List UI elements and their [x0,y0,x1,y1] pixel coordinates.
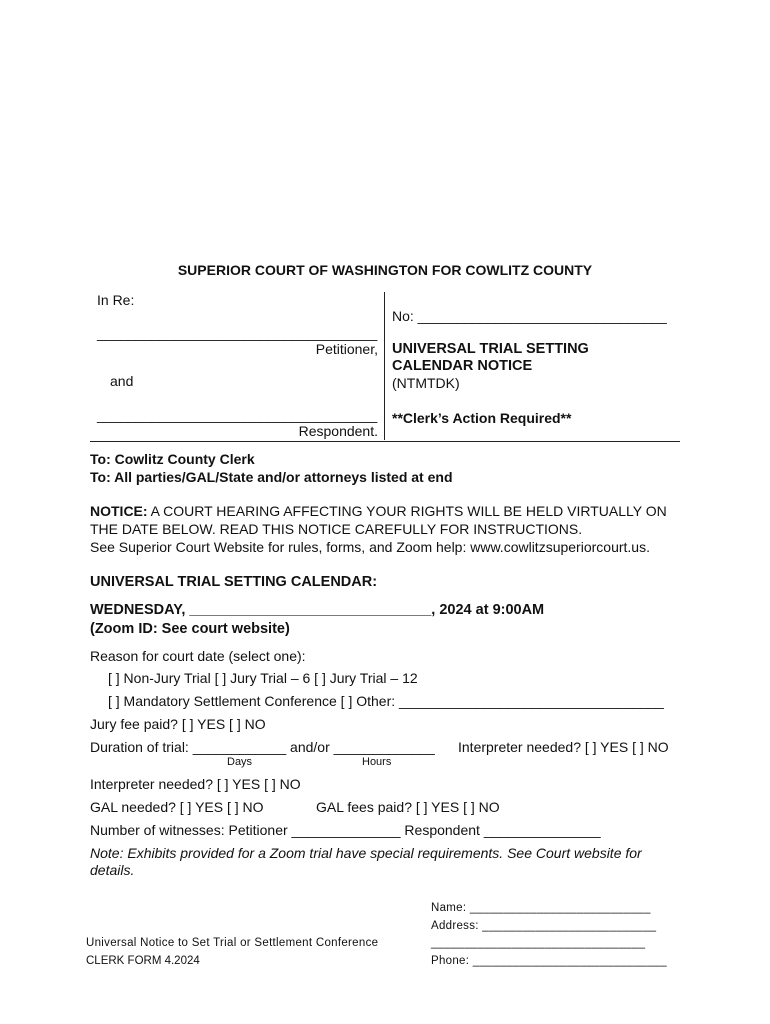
to-clerk: To: Cowlitz County Clerk [90,451,255,467]
interpreter-needed-right: Interpreter needed? [ ] YES [ ] NO [458,739,669,755]
notice-text: A COURT HEARING AFFECTING YOUR RIGHTS WILL BE HELD VIRTUALLY ON [147,503,667,519]
form-title-footer: Universal Notice to Set Trial or Settlement Conference [86,937,379,949]
to-parties: To: All parties/GAL/State and/or attorneys listed at end [90,469,453,485]
zoom-exhibits-note-2: details. [90,862,135,878]
in-re-label: In Re: [97,292,135,308]
trial-type-options: [ ] Non-Jury Trial [ ] Jury Trial – 6 [ ] Jury Trial – 12 [108,670,418,686]
contact-address: Address: __________________________ [431,920,657,932]
notice-line-1 [90,503,667,519]
case-number-field: No: ________________________________ [392,308,667,324]
and-label: and [110,373,134,389]
other-type-options: [ ] Mandatory Settlement Conference [ ] Other: __________________________________ [108,693,664,709]
document-title-line-1: UNIVERSAL TRIAL SETTING [392,341,589,357]
zoom-id-line: (Zoom ID: See court website) [90,621,290,637]
petitioner-line: ____________________________________ [97,325,378,341]
court-title: SUPERIOR COURT OF WASHINGTON FOR COWLITZ COUNTY [177,262,593,278]
number-of-witnesses: Number of witnesses: Petitioner ______________ Respondent _______________ [90,822,601,838]
contact-phone: Phone: _____________________________ [431,955,667,967]
duration-of-trial: Duration of trial: ____________ and/or _____________ [90,739,435,755]
calendar-date-line: WEDNESDAY, ______________________________, 2024 at 9:00AM [90,602,545,618]
gal-needed: GAL needed? [ ] YES [ ] NO [90,799,264,815]
calendar-heading: UNIVERSAL TRIAL SETTING CALENDAR: [90,574,378,590]
interpreter-needed: Interpreter needed? [ ] YES [ ] NO [90,776,301,792]
notice-label: NOTICE: [90,503,148,519]
caption-divider-horizontal [90,441,680,442]
petitioner-label: Petitioner, [315,341,378,357]
zoom-exhibits-note-1: Note: Exhibits provided for a Zoom trial have special requirements. See Court website for [90,845,642,861]
notice-line-3: See Superior Court Website for rules, forms, and Zoom help: www.cowlitzsuperiorcourt.us. [90,539,650,555]
respondent-label: Respondent. [298,423,378,439]
document-code: (NTMTDK) [392,375,460,391]
jury-fee-paid: Jury fee paid? [ ] YES [ ] NO [90,716,266,732]
clerk-action-required: **Clerk’s Action Required** [392,410,572,426]
respondent-line: ____________________________________ [97,407,378,423]
caption-divider-vertical [384,292,385,440]
notice-line-2: THE DATE BELOW. READ THIS NOTICE CAREFULLY FOR INSTRUCTIONS. [90,521,583,537]
contact-name: Name: ___________________________ [431,902,651,914]
document-title-line-2: CALENDAR NOTICE [392,358,533,374]
days-label: Days [227,756,253,768]
gal-fees-paid: GAL fees paid? [ ] YES [ ] NO [316,799,500,815]
contact-address-line-2: ________________________________ [431,937,646,949]
reason-label: Reason for court date (select one): [90,648,306,664]
form-number: CLERK FORM 4.2024 [86,955,200,967]
hours-label: Hours [362,756,392,768]
